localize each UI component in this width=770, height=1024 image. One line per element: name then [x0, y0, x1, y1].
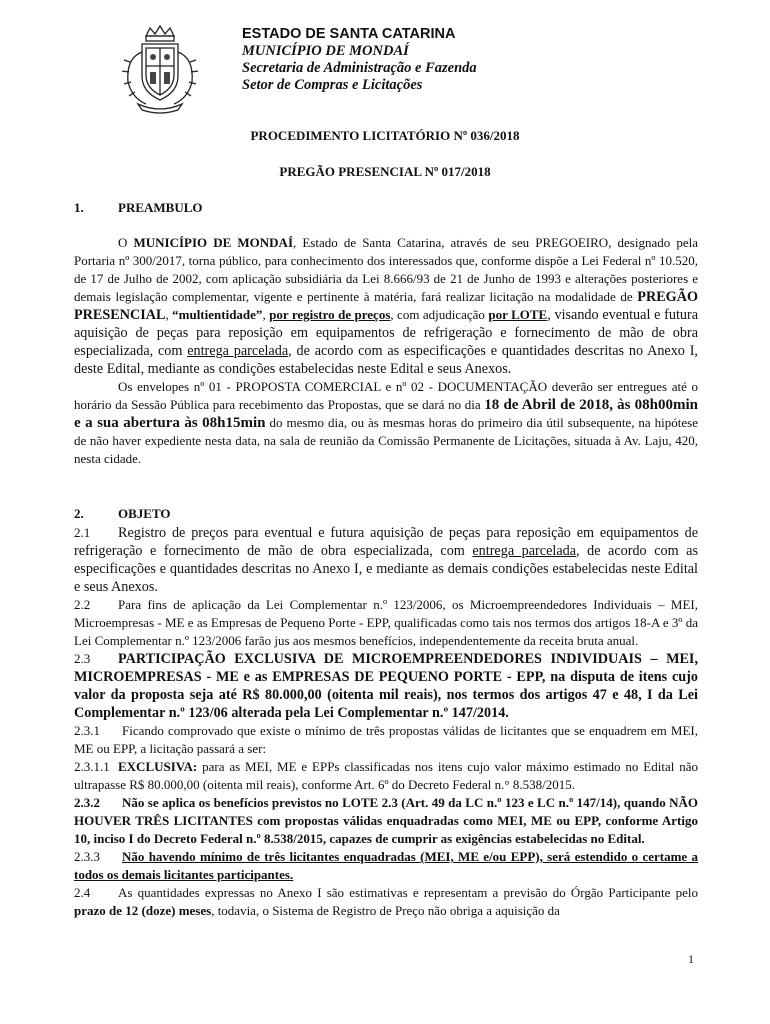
preamble-body [74, 234, 698, 468]
municipality-name: MUNICÍPIO DE MONDAÍ [242, 43, 409, 59]
section-title: PREAMBULO [118, 200, 203, 215]
clause-2-3-1: 2.3.1 Ficando comprovado que existe o mínimo de três propostas válidas de licitantes que se enquadrem em MEI, ME ou EPP, a licitação passará a ser: [74, 723, 698, 756]
clause-2-2: 2.2 Para fins de aplicação da Lei Complementar n.º 123/2006, os Microempreendedores Individuais – MEI, Microempresas - ME e as Empresas de Pequeno Porte - EPP, qualificadas como tais nos termos dos artigos 18-A e 3º da Lei Complementar n.º 123/2006 farão jus aos mesmos benefícios, independentemente da receita bruta anual. [74, 597, 698, 648]
clause-2-3-3: 2.3.3 Não havendo mínimo de três licitantes enquadradas (MEI, ME e/ou EPP), será estendido o certame a todos os demais licitantes participantes. [74, 849, 698, 882]
section-objeto-heading [74, 506, 171, 522]
section-number: 2. [74, 506, 84, 521]
objeto-body [74, 524, 698, 920]
clause-2-4: 2.4 As quantidades expressas no Anexo I são estimativas e representam a previsão do Órgão Participante pelo prazo de 12 (doze) meses, todavia, o Sistema de Registro de Preço não obriga a aquisição da [74, 885, 698, 918]
letterhead [242, 26, 477, 94]
clause-2-3: 2.3 PARTICIPAÇÃO EXCLUSIVA DE MICROEMPREENDEDORES INDIVIDUAIS – MEI, MICROEMPRESAS - ME e as EMPRESAS DE PEQUENO PORTE - EPP, na disputa de itens cujo valor da proposta seja até R$ 80.000,00 (oitenta mil reais), nos termos dos artigos 47 e 48, I da Lei Complementar n.º 123/06 alterada pela Lei Complementar n.º 147/2014. [74, 651, 698, 721]
section-number: 1. [74, 200, 84, 215]
procedure-title: PROCEDIMENTO LICITATÓRIO Nº 036/2018 [250, 128, 520, 143]
coat-of-arms-icon [116, 22, 204, 114]
section-title: OBJETO [118, 506, 171, 521]
state-name: ESTADO DE SANTA CATARINA [242, 26, 456, 42]
sector-name: Setor de Compras e Licitações [242, 77, 423, 93]
clause-2-1: 2.1 Registro de preços para eventual e futura aquisição de peças para reposição em equipamentos de refrigeração e fornecimento de mão de obra especializada, com entrega parcelada, de acordo com as especificações e quantidades descritas no Anexo I, e mediante as demais condições estabelecidas neste Edital e seus Anexos. [74, 525, 698, 595]
clause-2-3-1-1: 2.3.1.1 EXCLUSIVA: para as MEI, ME e EPPs classificadas nos itens cujo valor máximo estimado no Edital não ultrapasse R$ 80.000,00 (oitenta mil reais), conforme Art. 6º do Decreto Federal n.° 8.538/2015. [74, 759, 698, 792]
section-preambulo-heading [74, 200, 203, 216]
envelopes-paragraph: Os envelopes nº 01 - PROPOSTA COMERCIAL e nº 02 - DOCUMENTAÇÃO deverão ser entregues até o horário da Sessão Pública para recebimento das Propostas, que se dará no dia 18 de Abril de 2018, às 08h00min e a sua abertura às 08h15min do mesmo dia, ou às mesmas horas do primeiro dia útil subsequente, na hipótese de não haver expediente nesta data, na sala de reunião da Comissão Permanente de Licitações, situada à Av. Laju, 420, nesta cidade. [74, 379, 698, 466]
page-number: 1 [688, 952, 694, 966]
secretariat-name: Secretaria de Administração e Fazenda [242, 60, 477, 76]
pregao-title: PREGÃO PRESENCIAL Nº 017/2018 [279, 164, 491, 179]
clause-2-3-2: 2.3.2 Não se aplica os benefícios previstos no LOTE 2.3 (Art. 49 da LC n.º 123 e LC n.º 147/14), quando NÃO HOUVER TRÊS LICITANTES com propostas válidas enquadradas como MEI, ME ou EPP, conforme Artigo 10, inciso I do Decreto Federal n.º 8.538/2015, capazes de cumprir as exigências estabelecidas no Edital. [74, 795, 698, 846]
preamble-paragraph: O MUNICÍPIO DE MONDAÍ, Estado de Santa Catarina, através de seu PREGOEIRO, designado pela Portaria nº 300/2017, torna público, para conhecimento dos interessados que, conforme dispõe a Lei Federal nº 10.520, de 17 de Julho de 2002, com aplicação subsidiária da Lei 8.666/93 de 21 de Junho de 1993 e alterações posteriores e demais legislação complementar, vigente e pertinente à matéria, fará realizar licitação na modalidade de PREGÃO PRESENCIAL, “multientidade”, por registro de preços, com adjudicação por LOTE, visando eventual e futura aquisição de peças para reposição em equipamentos de refrigeração e fornecimento de mão de obra especializada, com entrega parcelada, de acordo com as especificações e quantidades descritas no Anexo I, deste Edital, mediante as condições estabelecidas neste Edital e seus Anexos. [74, 235, 699, 377]
